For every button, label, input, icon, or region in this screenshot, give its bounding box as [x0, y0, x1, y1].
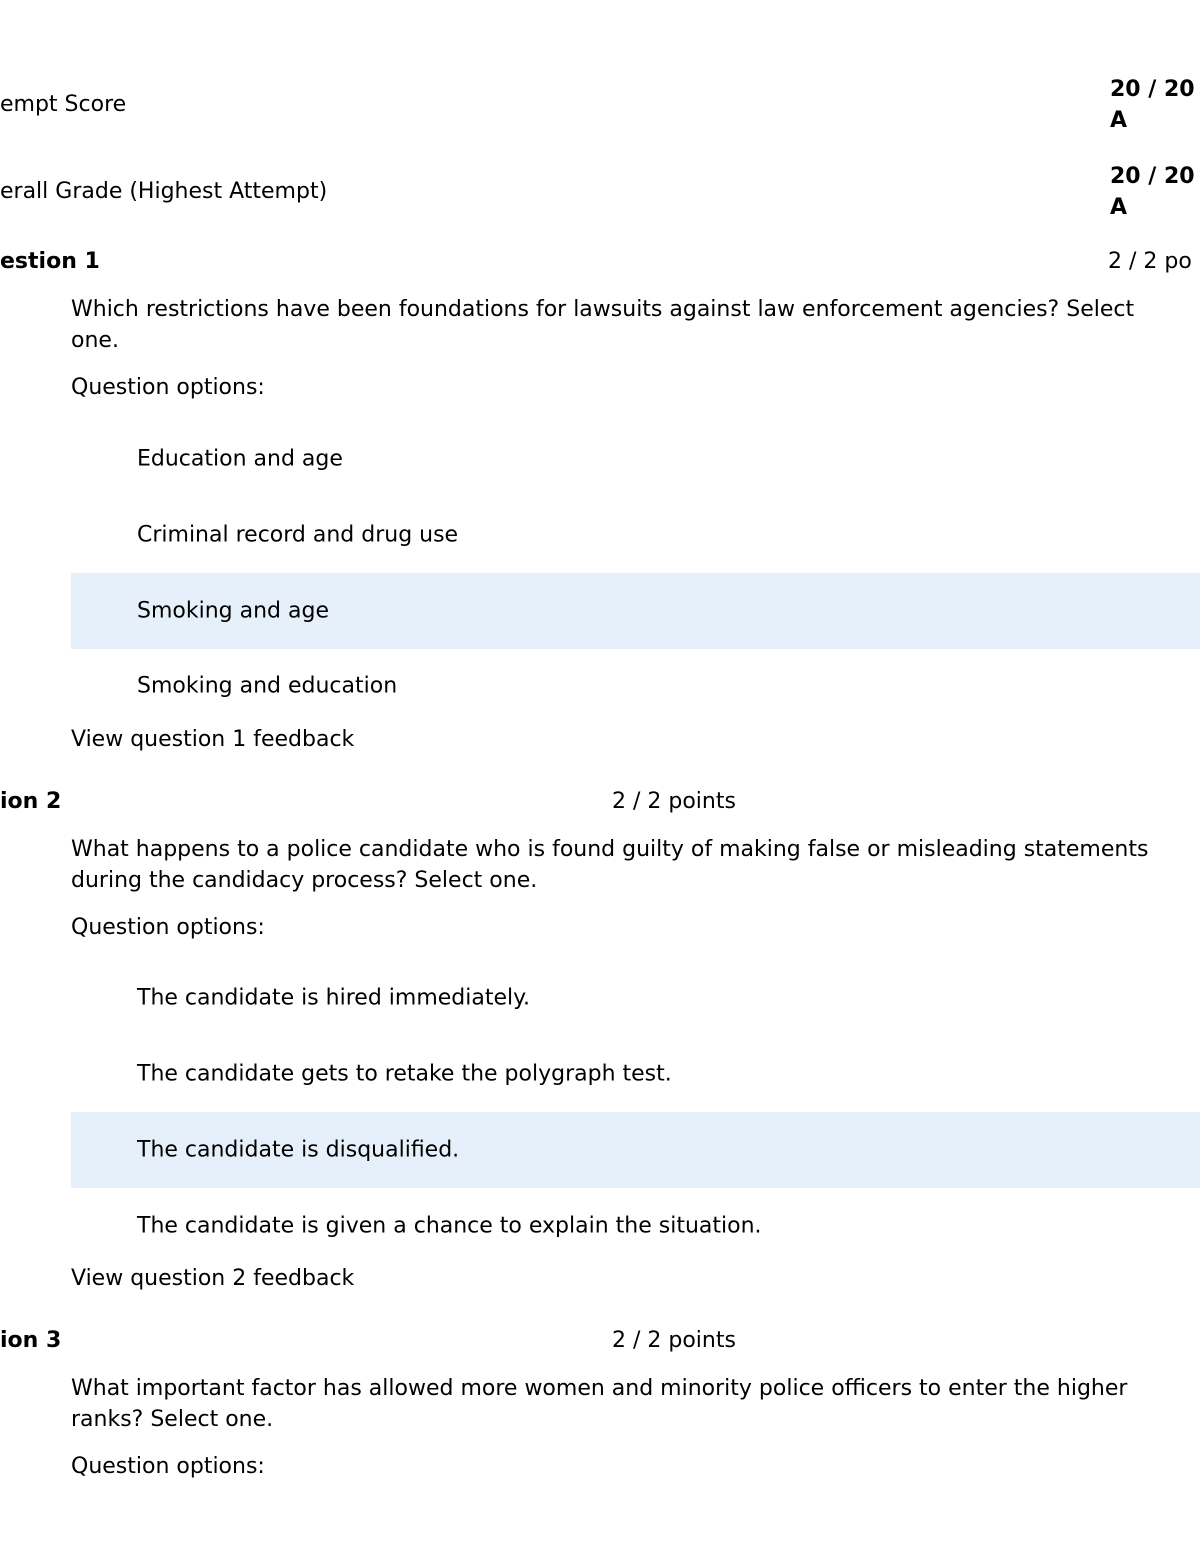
- overall-grade-points: 20 / 20: [1110, 164, 1195, 189]
- question-3-points: 2 / 2 points: [612, 1328, 736, 1353]
- option-text: Criminal record and drug use: [137, 522, 459, 548]
- question-1-option-2[interactable]: [71, 497, 1200, 573]
- question-2-option-1[interactable]: [71, 960, 1200, 1036]
- option-text: The candidate is disqualified.: [137, 1137, 460, 1163]
- question-1-option-4[interactable]: [71, 648, 1200, 724]
- question-1-options-label: Question options:: [71, 375, 265, 400]
- option-text: Smoking and age: [137, 598, 329, 624]
- question-1-text: Which restrictions have been foundations for lawsuits against law enforcement agencies? Select one.: [71, 297, 1135, 353]
- question-2-feedback-link[interactable]: View question 2 feedback: [71, 1266, 355, 1291]
- question-1-points: 2 / 2 po: [1108, 249, 1192, 274]
- question-2-option-3-selected[interactable]: [71, 1112, 1200, 1188]
- question-1-option-3-selected[interactable]: [71, 573, 1200, 649]
- question-2-points: 2 / 2 points: [612, 789, 736, 814]
- question-2-option-4[interactable]: [71, 1188, 1200, 1264]
- question-1-title: estion 1: [0, 249, 100, 274]
- question-2-text: What happens to a police candidate who is found guilty of making false or misleading statements during the candidacy process? Select one.: [71, 837, 1149, 893]
- option-text: Smoking and education: [137, 673, 398, 699]
- question-2-title: ion 2: [0, 789, 62, 814]
- overall-grade-grade: A: [1110, 195, 1128, 220]
- question-3-options-label: Question options:: [71, 1454, 265, 1479]
- option-text: The candidate is given a chance to explain the situation.: [137, 1213, 762, 1239]
- attempt-score-points: 20 / 20: [1110, 77, 1195, 102]
- question-1-feedback-link[interactable]: View question 1 feedback: [71, 727, 355, 752]
- option-text: The candidate gets to retake the polygraph test.: [137, 1061, 672, 1087]
- question-3-text: What important factor has allowed more women and minority police officers to enter the higher ranks? Select one.: [71, 1376, 1128, 1432]
- question-1-option-1[interactable]: [71, 421, 1200, 497]
- question-2-options-label: Question options:: [71, 915, 265, 940]
- question-2-option-2[interactable]: [71, 1036, 1200, 1112]
- attempt-score-label: empt Score: [0, 92, 127, 117]
- overall-grade-value: [1110, 161, 1195, 223]
- option-text: Education and age: [137, 446, 343, 472]
- attempt-score-value: [1110, 74, 1195, 136]
- option-text: The candidate is hired immediately.: [137, 985, 531, 1011]
- attempt-score-grade: A: [1110, 108, 1128, 133]
- question-3-title: ion 3: [0, 1328, 62, 1353]
- overall-grade-label: erall Grade (Highest Attempt): [0, 179, 328, 204]
